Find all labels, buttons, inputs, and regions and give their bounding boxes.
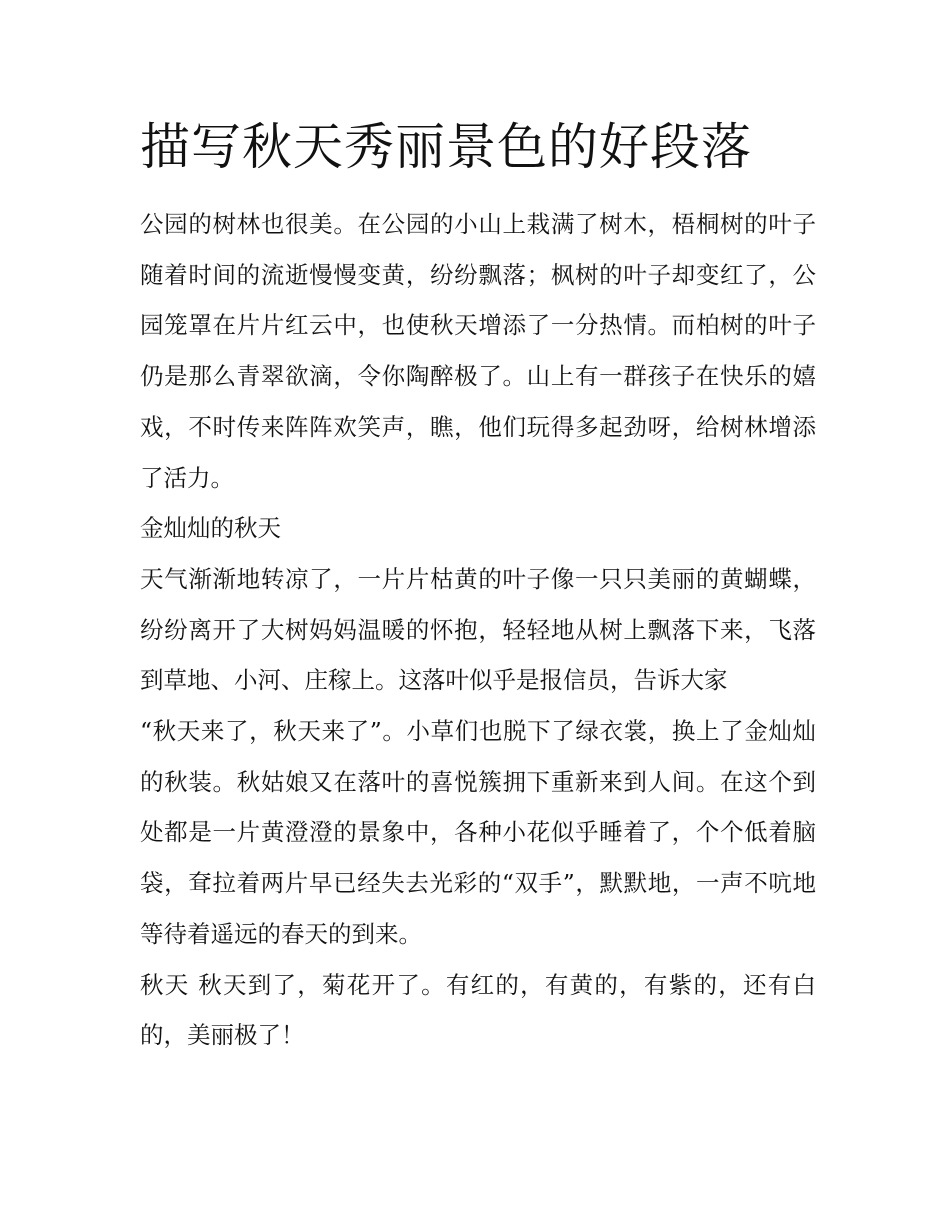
paragraph-falling-leaves: 天气渐渐地转凉了，一片片枯黄的叶子像一只只美丽的黄蝴蝶，纷纷离开了大树妈妈温暖的怀抱，轻轻地从树上飘落下来，飞落到草地、小河、庄稼上。这落叶似乎是报信员，告诉大家 <box>140 564 816 695</box>
document-body <box>140 199 816 1061</box>
section-heading-golden-autumn: 金灿灿的秋天 <box>140 514 281 543</box>
paragraph-park-woods: 公园的树林也很美。在公园的小山上栽满了树木，梧桐树的叶子随着时间的流逝慢慢变黄，纷纷飘落；枫树的叶子却变红了，公园笼罩在片片红云中，也使秋天增添了一分热情。而柏树的叶子仍是那么青翠欲滴，令你陶醉极了。山上有一群孩子在快乐的嬉戏，不时传来阵阵欢笑声，瞧，他们玩得多起劲呀，给树林增添了活力。 <box>140 210 816 492</box>
paragraph-autumn-arrives: “秋天来了，秋天来了”。小草们也脱下了绿衣裳，换上了金灿灿的秋装。秋姑娘又在落叶的喜悦簇拥下重新来到人间。在这个到处都是一片黄澄澄的景象中，各种小花似乎睡着了，个个低着脑袋，耷拉着两片早已经失去光彩的“双手”，默默地，一声不吭地等待着遥远的春天的到来。 <box>140 717 816 948</box>
page-title: 描写秋天秀丽景色的好段落 <box>140 118 752 176</box>
paragraph-chrysanthemums: 秋天 秋天到了，菊花开了。有红的，有黄的，有紫的，还有白的，美丽极了！ <box>140 970 816 1050</box>
